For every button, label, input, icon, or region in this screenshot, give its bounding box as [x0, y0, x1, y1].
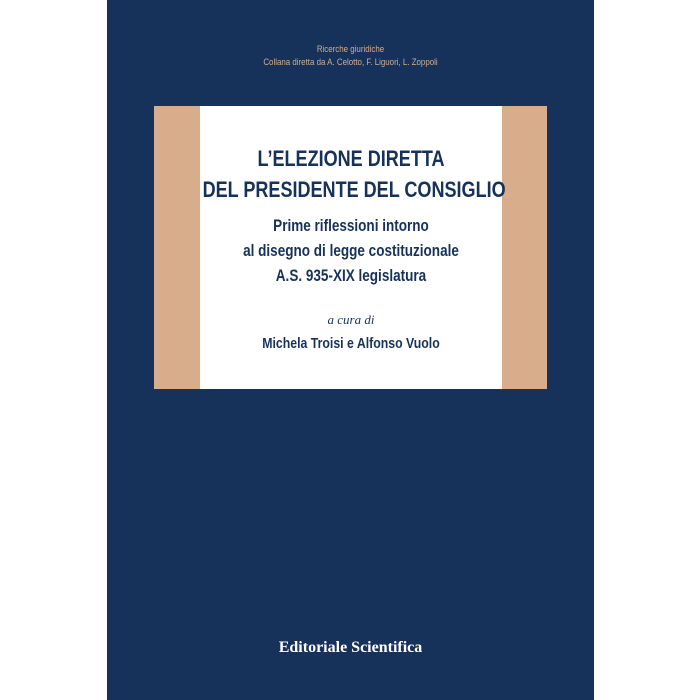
book-cover: [107, 0, 594, 700]
title-band: [154, 106, 547, 389]
series-directors: Collana diretta da A. Celotto, F. Liguori, L. Zoppoli: [263, 57, 438, 67]
subtitle-line-1: Prime riflessioni intorno: [273, 217, 429, 235]
editor-names: Michela Troisi e Alfonso Vuolo: [262, 335, 440, 352]
publisher-name: Editoriale Scientifica: [278, 639, 423, 656]
title-card: [200, 106, 506, 389]
title-line-2: DEL PRESIDENTE DEL CONSIGLIO: [202, 177, 506, 202]
title-line-1: L’ELEZIONE DIRETTA: [257, 146, 445, 171]
curator-label: a cura di: [327, 312, 375, 327]
subtitle-line-2: al disegno di legge costituzionale: [243, 242, 459, 260]
series-name: Ricerche giuridiche: [316, 44, 385, 54]
subtitle-line-3: A.S. 935-XIX legislatura: [275, 267, 427, 285]
